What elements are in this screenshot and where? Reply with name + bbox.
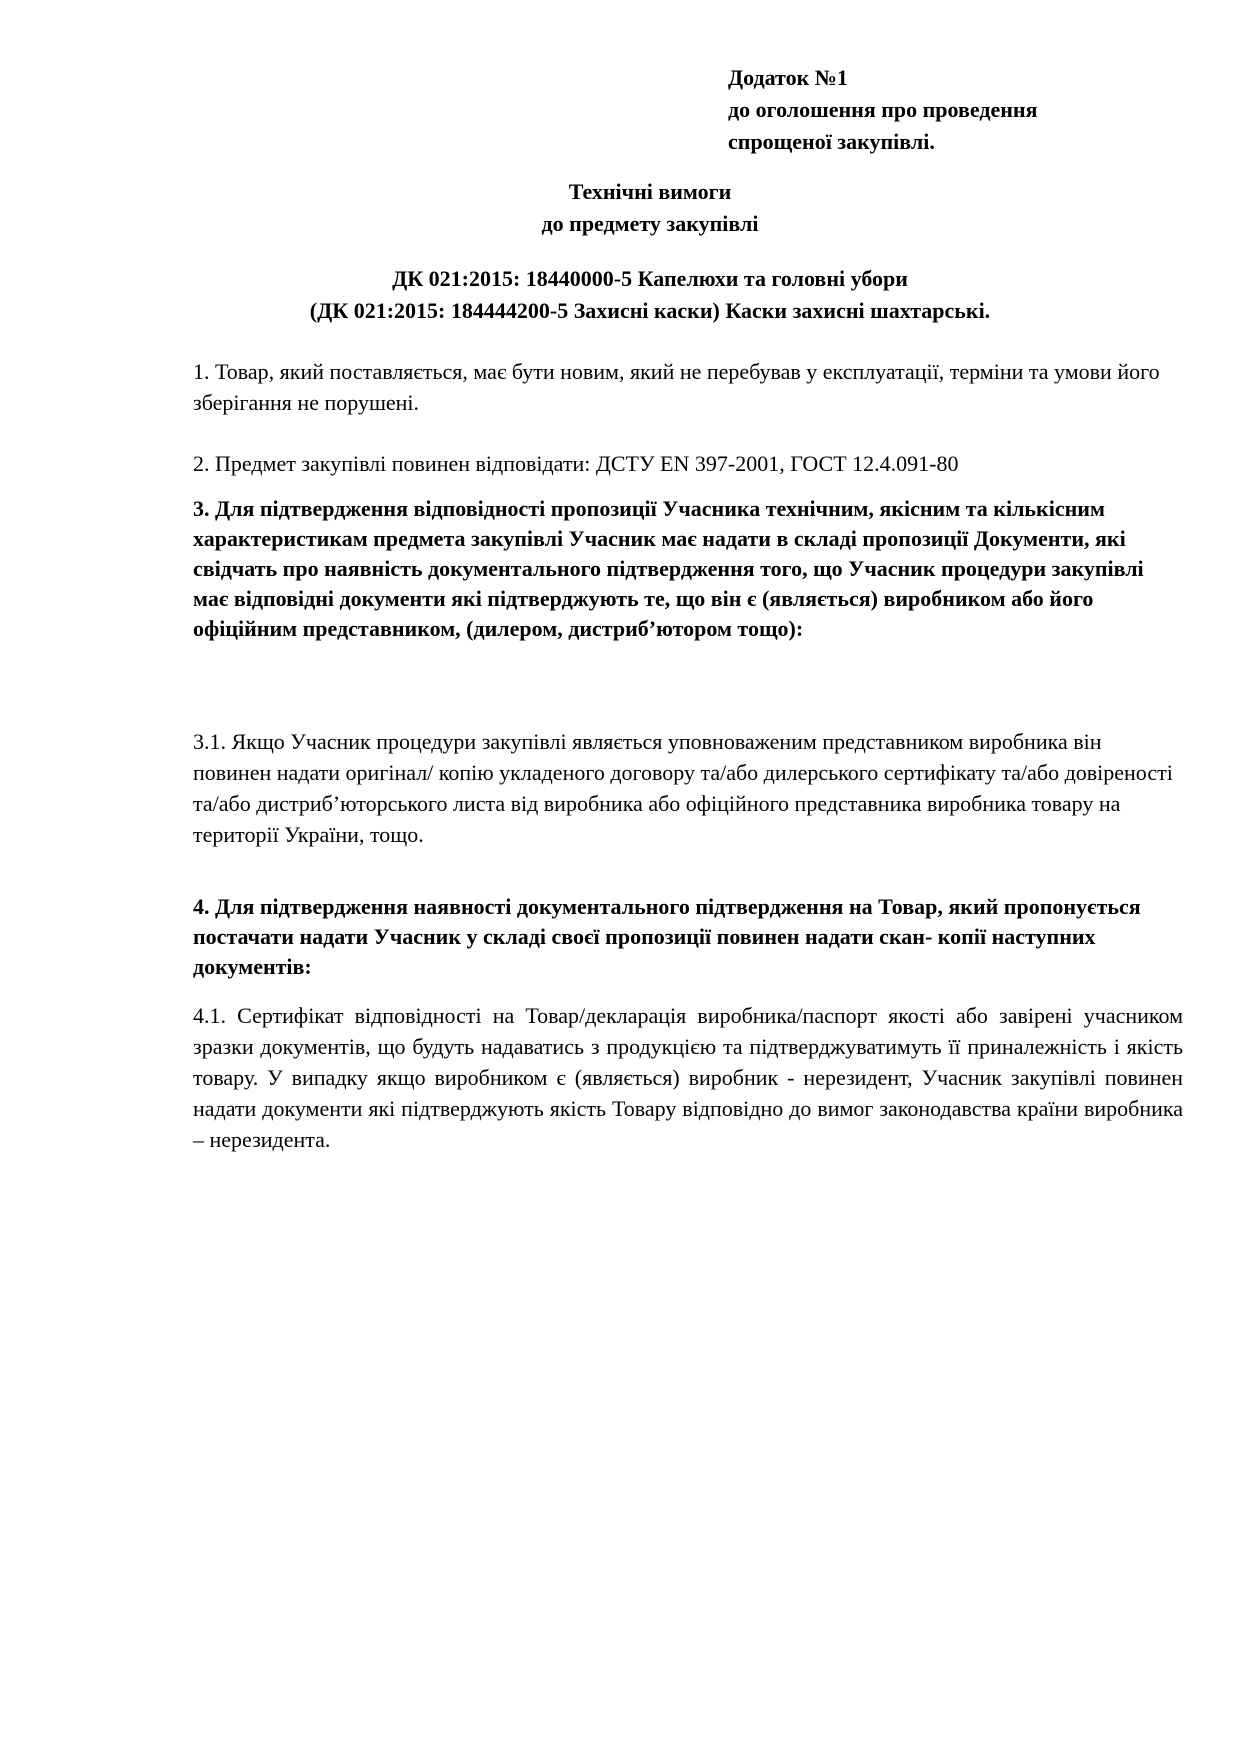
paragraph-4-1: 4.1. Сертифікат відповідності на Товар/декларація виробника/паспорт якості або завірені учасником зразки документів, що будуть надаватись з продукцією та підтверджуватимуть її приналежність і якість товару. У випадку якщо виробником є (являється) виробник - нерезидент, Учасник закупівлі повинен надати документи які підтверджують якість Товару відповідно до вимог законодавства країни виробника – нерезидента. (193, 1003, 1183, 1152)
paragraph-3-1: 3.1. Якщо Учасник процедури закупівлі являється уповноваженим представником виробника він повинен надати оригінал/ копію укладеного договору та/або дилерського сертифікату та/або довіреності та/або дистриб’юторського листа від виробника або офіційного представника виробника товару на території України, тощо. (193, 729, 1173, 847)
paragraph-3: 3. Для підтвердження відповідності пропозиції Учасника технічним, якісним та кількісним характеристикам предмета закупівлі Учасник має надати в складі пропозиції Документи, які свідчать про наявність документального підтвердження того, що Учасник процедури закупівлі має відповідні документи які підтверджують те, що він є (являється) виробником або його офіційним представником, (дилером, дистриб’ютором тощо): (193, 496, 1144, 641)
document-title (180, 176, 1120, 240)
annex-description-line-2: спрощеної закупівлі. (728, 129, 935, 154)
annex-header (728, 62, 1168, 158)
paragraph-4: 4. Для підтвердження наявності документального підтвердження на Товар, який пропонується постачати надати Учасник у складі своєї пропозиції повинен надати скан- копії наступних документів: (193, 894, 1141, 979)
annex-number: Додаток №1 (728, 65, 848, 90)
paragraph-2: 2. Предмет закупівлі повинен відповідати: ДСТУ EN 397-2001, ГОСТ 12.4.091-80 (193, 451, 959, 476)
procurement-subject-line-1: ДК 021:2015: 18440000-5 Капелюхи та головні убори (392, 266, 908, 291)
annex-description-line-1: до оголошення про проведення (728, 97, 1038, 122)
document-title-line-2: до предмету закупівлі (541, 211, 759, 236)
procurement-subject-line-2: (ДК 021:2015: 184444200-5 Захисні каски) Каски захисні шахтарські. (309, 298, 991, 323)
paragraph-1: 1. Товар, який поставляється, має бути новим, який не перебував у експлуатації, терміни та умови його зберігання не порушені. (193, 359, 1160, 415)
procurement-subject (180, 263, 1120, 327)
document-title-line-1: Технічні вимоги (568, 179, 732, 204)
